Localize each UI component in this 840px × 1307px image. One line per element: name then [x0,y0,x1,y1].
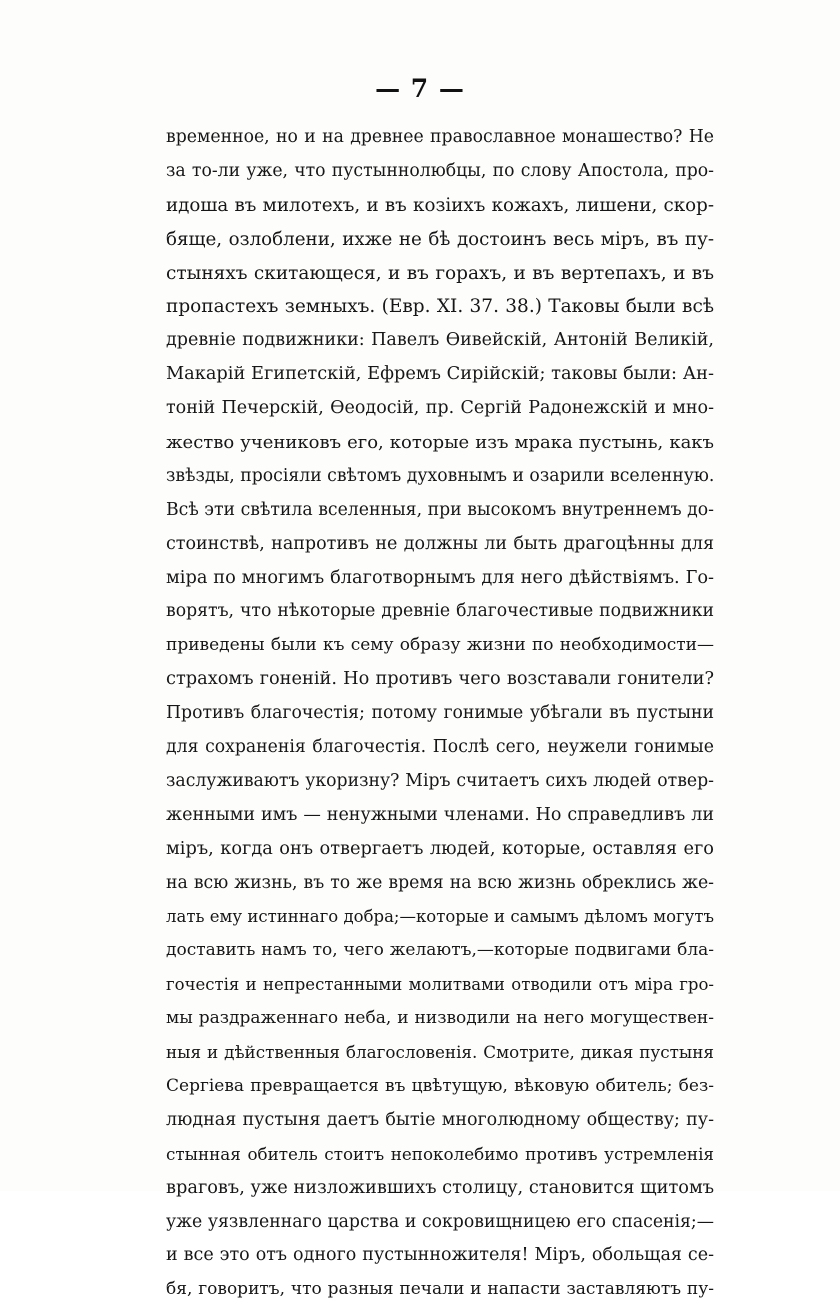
text-line: Противъ благочестiя; потому гонимые убѣгали въ пустыни [166,703,714,724]
text-line: звѣзды, просiяли свѣтомъ духовнымъ и озарили вселенную. [166,465,714,486]
text-line: древнiе подвижники: Павелъ Ѳивейскiй, Антонiй Великiй, [166,330,714,351]
body-text [166,121,714,1307]
text-line: стынная обитель стоитъ непоколебимо противъ устремленiя [166,1143,714,1164]
text-line: Макарiй Египетскiй, Ефремъ Сирiйскiй; таковы были: Ан- [166,364,714,385]
text-line: мiръ, когда онъ отвергаетъ людей, которые, оставляя его [166,838,714,859]
text-line: лать ему истиннаго добра;—которые и самымъ дѣломъ могутъ [166,907,714,927]
text-line: тонiй Печерскiй, Ѳеодосiй, пр. Сергiй Радонежскiй и мно- [166,398,714,419]
text-line: стыняхъ скитающеся, и въ горахъ, и въ вертепахъ, и въ [166,262,714,284]
text-line: бяще, озлоблени, ихже не бѣ достоинъ весь мiръ, въ пу- [166,228,714,250]
text-line: страхомъ гоненiй. Но противъ чего возставали гонители? [166,669,714,690]
text-line: заслуживаютъ укоризну? Мiръ считаетъ сихъ людей отвер- [166,770,714,791]
text-line: ворятъ, что нѣкоторые древнiе благочестивые подвижники [166,601,714,622]
text-line: на всю жизнь, въ то же время на всю жизнь обреклись же- [166,872,714,893]
text-line: уже уязвленнаго царства и сокровищницею его спасенiя;— [166,1211,714,1232]
text-line: Сергiева превращается въ цвѣтущую, вѣковую обитель; без- [166,1075,714,1096]
text-line: пропастехъ земныхъ. (Евр. XI. 37. 38.) Таковы были всѣ [166,296,714,318]
text-line: враговъ, уже низложившихъ столицу, становится щитомъ [166,1177,714,1198]
text-line: идоша въ милотехъ, и въ козiихъ кожахъ, лишени, скор- [166,194,714,216]
text-line: ныя и дѣйственныя благословенiя. Смотрите, дикая пустыня [166,1042,714,1063]
text-line: стоинствѣ, напротивъ не должны ли быть драгоцѣнны для [166,533,714,554]
text-line: за то-ли уже, что пустыннолюбцы, по слову Апостола, про- [166,160,714,181]
text-line: жество учениковъ его, которые изъ мрака пустынь, какъ [166,432,714,454]
text-line: мы раздраженнаго неба, и низводили на него могуществен- [166,1008,714,1029]
text-line: для сохраненiя благочестiя. Послѣ сего, неужели гонимые [166,737,714,758]
text-line: бя, говоритъ, что разныя печали и напасти заставляютъ пу- [166,1279,714,1300]
text-line: приведены были къ сему образу жизни по необходимости— [166,635,714,656]
text-line: и все это отъ одного пустынножителя! Мiръ, обольщая се- [166,1245,714,1266]
text-line: временное, но и на древнее православное монашество? Не [166,127,714,147]
text-line: людная пустыня даетъ бытiе многолюдному обществу; пу- [166,1109,714,1130]
text-line: доставить намъ то, чего желаютъ,—которые подвигами бла- [166,940,714,961]
page-number: — 7 — [375,74,465,103]
text-line: Всѣ эти свѣтила вселенныя, при высокомъ внутреннемъ до- [166,499,714,520]
text-line: гочестiя и непрестанными молитвами отводили отъ мiра гро- [166,975,714,995]
text-line: мiра по многимъ благотворнымъ для него дѣйствiямъ. Го- [166,567,714,588]
text-line: женными имъ — ненужными членами. Но справедливъ ли [166,804,714,825]
